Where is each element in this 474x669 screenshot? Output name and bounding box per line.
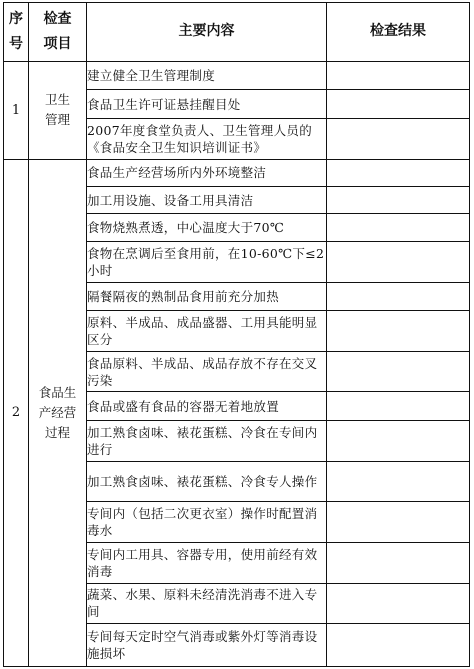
group-category (29, 159, 87, 666)
row-content: 2007年度食堂负责人、卫生管理人员的《食品安全卫生知识培训证书》 (87, 118, 327, 159)
table-row (4, 159, 470, 186)
group-category-line: 过程 (44, 424, 70, 440)
row-result (327, 351, 470, 392)
row-content: 食品卫生许可证悬挂醒目处 (87, 90, 327, 118)
row-content: 加工用设施、设备工用具清洁 (87, 187, 327, 214)
group-category-line: 卫生 (44, 92, 70, 108)
row-result (327, 159, 470, 186)
row-content: 食品原料、半成品、成品存放不存在交叉污染 (87, 351, 327, 392)
row-content: 食品或盛有食品的容器无着地放置 (87, 392, 327, 420)
header-item-line1: 检查 (43, 10, 72, 27)
row-content: 专间每天定时空气消毒或紫外灯等消毒设施损坏 (87, 624, 327, 667)
row-content: 食品生产经营场所内外环境整洁 (87, 159, 327, 186)
row-result (327, 461, 470, 502)
group-category-line: 产经营 (38, 404, 77, 420)
row-result (327, 420, 470, 461)
row-content: 原料、半成品、成品盛器、工用具能明显区分 (87, 311, 327, 352)
table-row (4, 61, 470, 89)
row-result (327, 502, 470, 543)
group-category-line: 食品生 (38, 384, 77, 400)
row-result (327, 624, 470, 667)
row-result (327, 392, 470, 420)
row-result (327, 90, 470, 118)
header-result: 检查结果 (327, 3, 470, 62)
row-content: 建立健全卫生管理制度 (87, 61, 327, 89)
header-item-line2: 项目 (43, 35, 72, 52)
header-seq-line1: 序 (9, 10, 23, 27)
header-seq (4, 3, 29, 62)
row-result (327, 311, 470, 352)
row-content: 专间内（包括二次更衣室）操作时配置消毒水 (87, 502, 327, 543)
row-result (327, 214, 470, 241)
inspection-table (3, 2, 470, 667)
row-result (327, 187, 470, 214)
header-seq-line2: 号 (9, 35, 23, 52)
row-result (327, 282, 470, 310)
row-content: 加工熟食卤味、裱花蛋糕、冷食专人操作 (87, 461, 327, 502)
group-number: 1 (4, 61, 29, 159)
header-item (29, 3, 87, 62)
row-content: 食物在烹调后至食用前，在10-60℃下≤2小时 (87, 241, 327, 282)
row-result (327, 542, 470, 583)
row-content: 隔餐隔夜的熟制品食用前充分加热 (87, 282, 327, 310)
group-number: 2 (4, 159, 29, 666)
row-content: 蔬菜、水果、原料未经清洗消毒不进入专间 (87, 583, 327, 624)
row-result (327, 583, 470, 624)
row-result (327, 118, 470, 159)
row-result (327, 61, 470, 89)
table-header-row (4, 3, 470, 62)
row-content: 加工熟食卤味、裱花蛋糕、冷食在专间内进行 (87, 420, 327, 461)
row-content: 专间内工用具、容器专用，使用前经有效消毒 (87, 542, 327, 583)
row-result (327, 241, 470, 282)
group-category (29, 61, 87, 159)
row-content: 食物烧熟煮透，中心温度大于70℃ (87, 214, 327, 241)
group-category-line: 管理 (44, 112, 70, 128)
header-content: 主要内容 (87, 3, 327, 62)
